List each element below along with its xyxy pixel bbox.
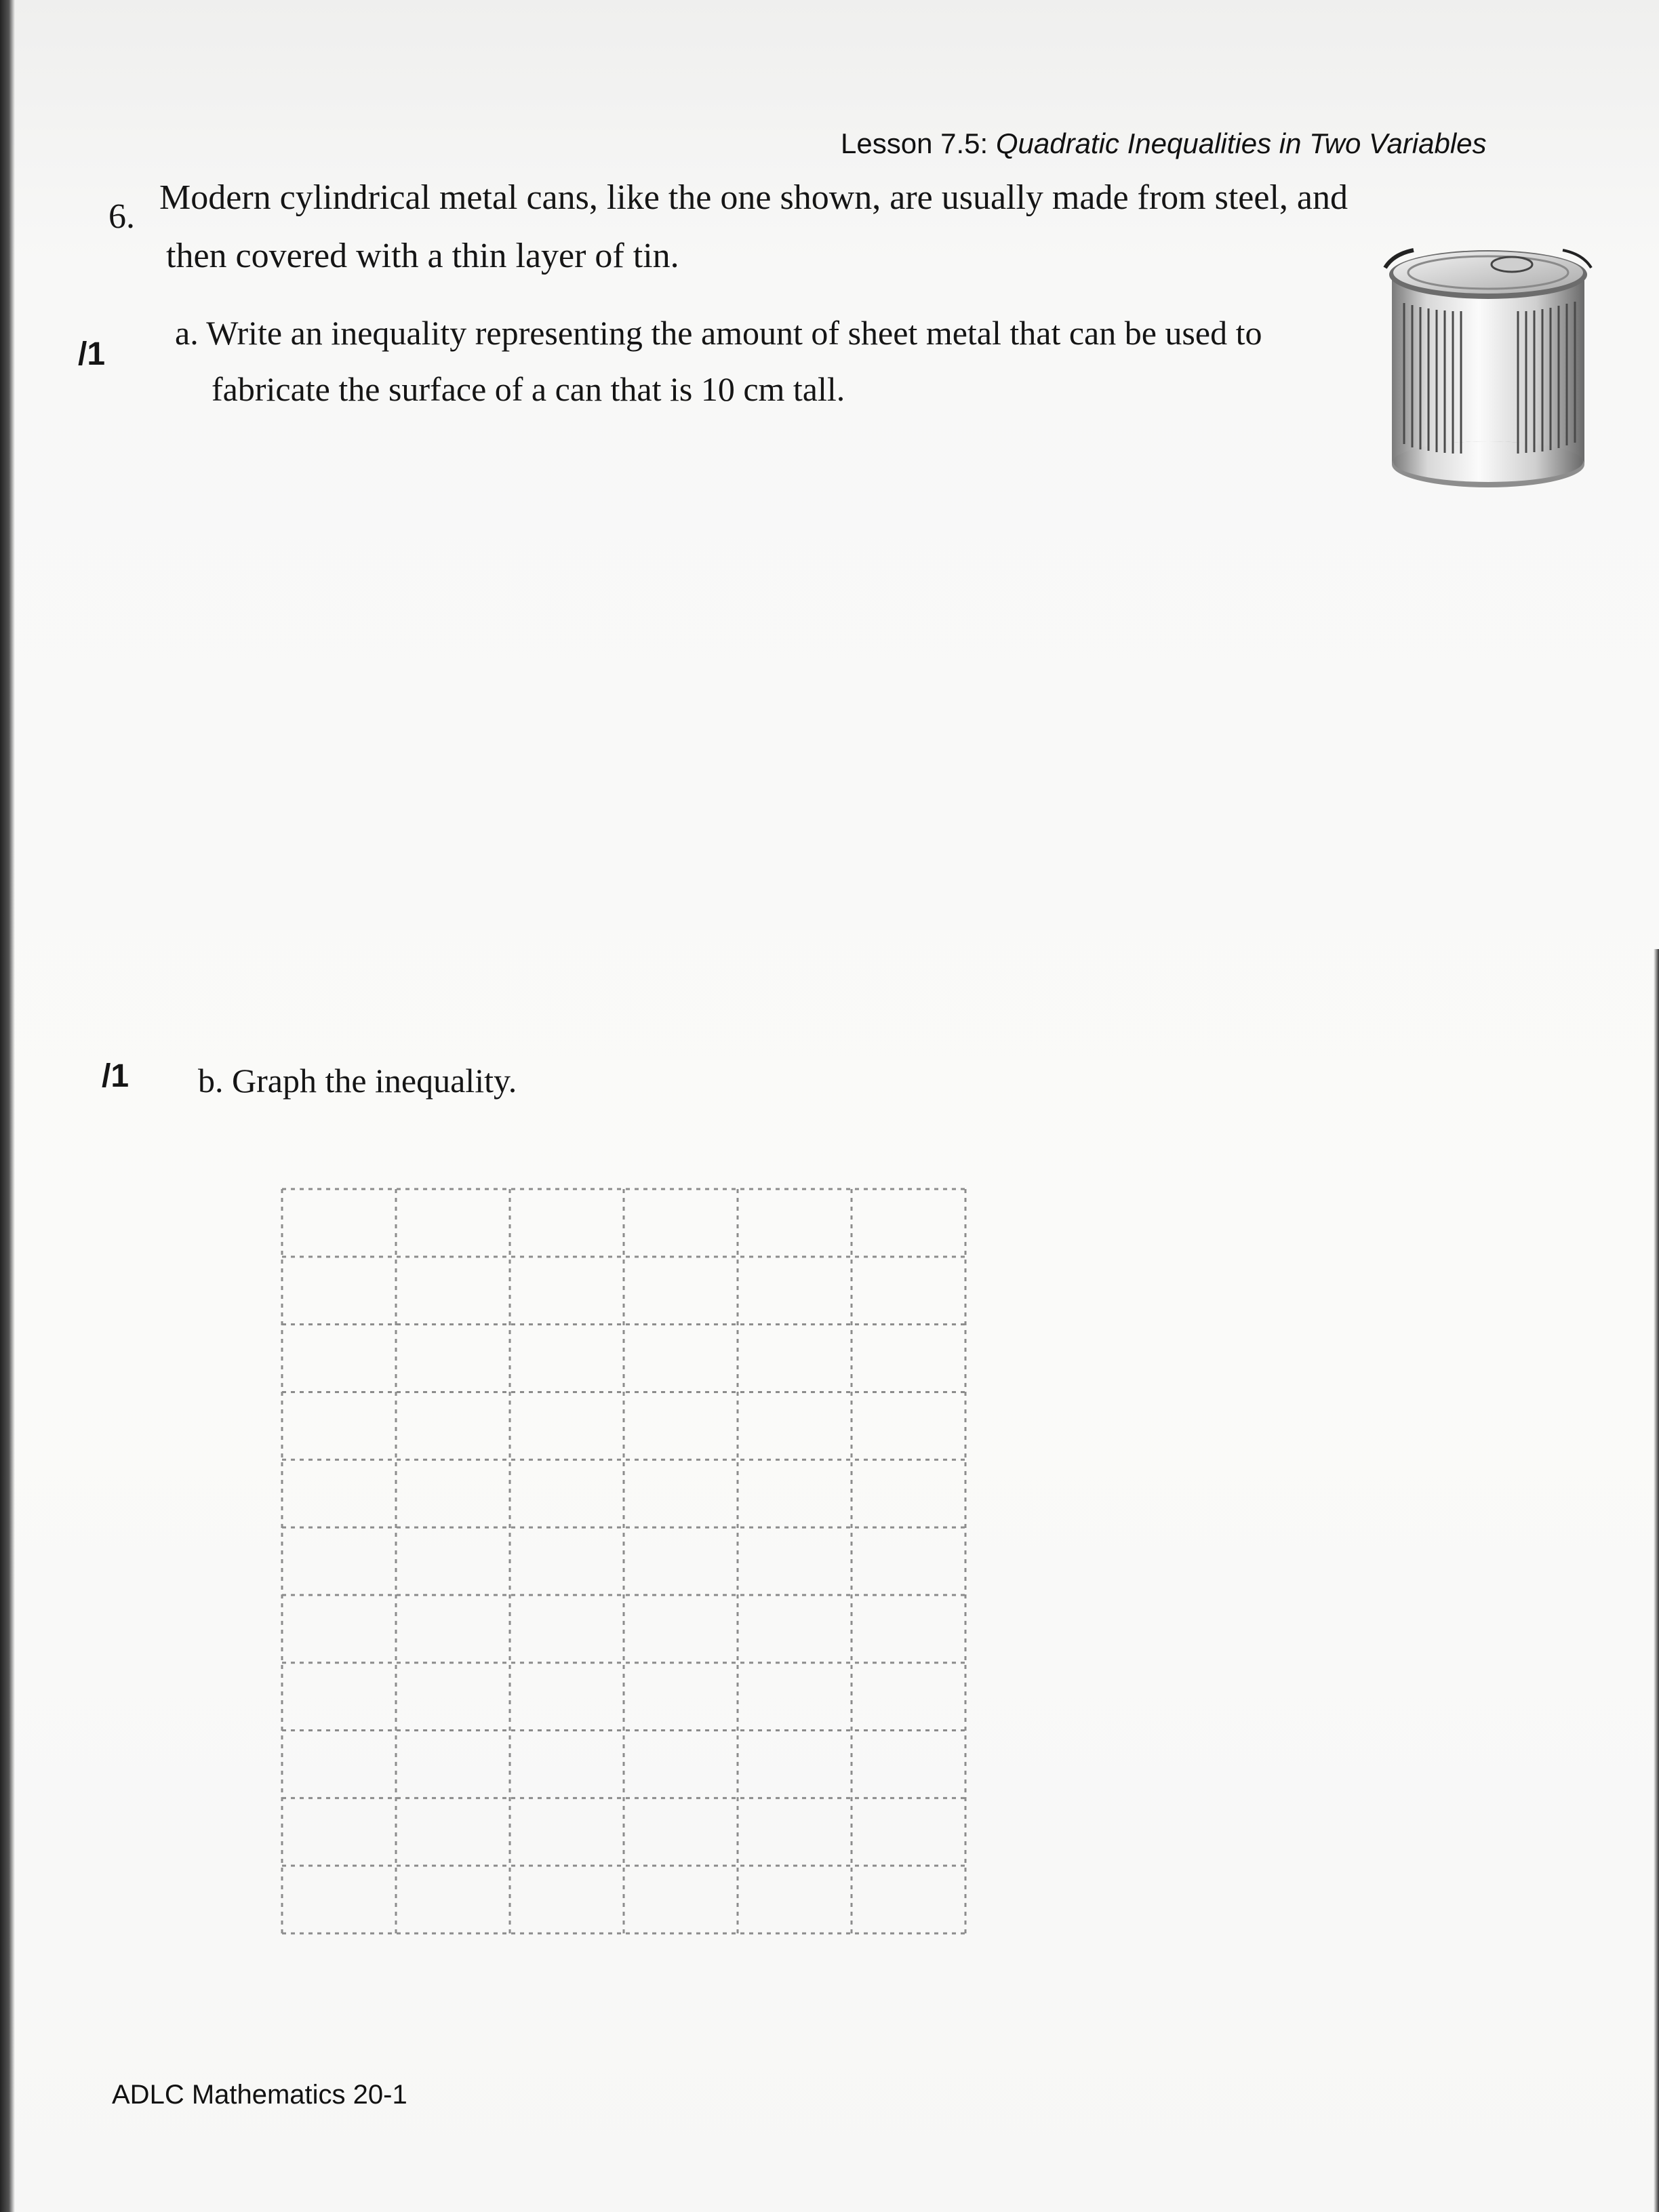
question-text-line-2: then covered with a thin layer of tin. xyxy=(166,237,679,275)
part-b-mark: /1 xyxy=(102,1058,129,1094)
tin-can-image xyxy=(1380,241,1597,498)
question-number: 6. xyxy=(108,197,135,236)
part-a-mark: /1 xyxy=(78,336,106,372)
question-text-line-1: Modern cylindrical metal cans, like the one shown, are usually made from steel, and xyxy=(159,178,1348,217)
part-a-text-line-1: a. Write an inequality representing the amount of sheet metal that can be used to xyxy=(175,314,1262,352)
paper-right-edge xyxy=(1654,949,1659,2212)
lesson-number: Lesson 7.5: xyxy=(841,127,988,159)
paper-left-edge xyxy=(0,0,15,2212)
part-b-text: b. Graph the inequality. xyxy=(198,1062,517,1100)
lesson-header xyxy=(841,127,1487,160)
lesson-title: Quadratic Inequalities in Two Variables xyxy=(995,127,1487,159)
part-a-text-line-2: fabricate the surface of a can that is 10 cm tall. xyxy=(212,370,845,408)
graph-grid[interactable] xyxy=(278,1185,970,1937)
footer-text: ADLC Mathematics 20-1 xyxy=(112,2080,407,2110)
